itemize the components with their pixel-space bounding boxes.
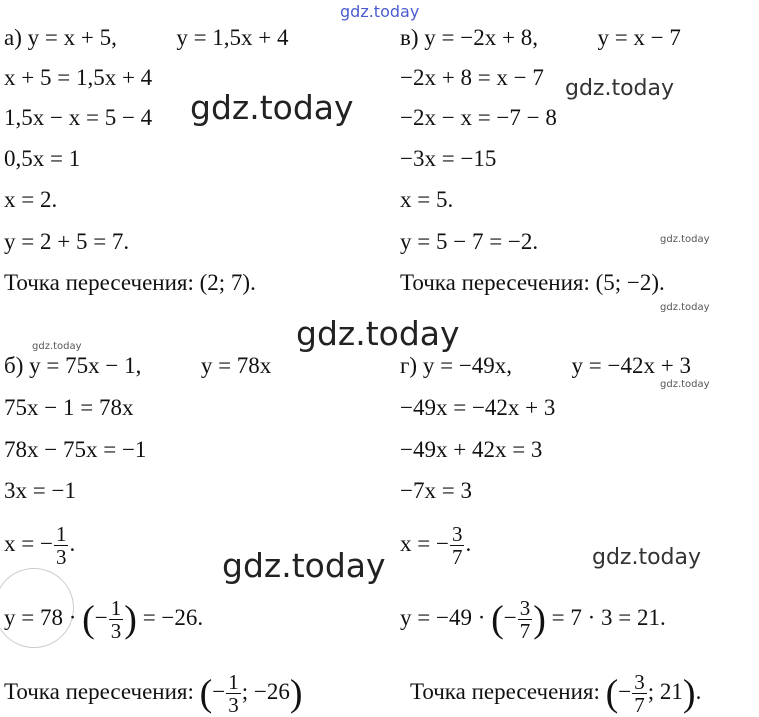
part-g-y-prefix: y = −49 · (400, 604, 486, 630)
part-g-answer: Точка пересечения: (− $\frac{3}{7}$ ; 21). (410, 670, 702, 717)
fraction-denominator: 7 (634, 693, 645, 717)
part-a-line: 1,5x − x = 5 − 4 (4, 105, 153, 130)
fraction-denominator: 3 (228, 693, 239, 717)
watermark-center-1: gdz.today (190, 88, 354, 127)
part-b-y-fraction (109, 597, 124, 642)
part-b-line: 3x = −1 (4, 478, 76, 503)
fraction-denominator: 7 (519, 619, 531, 643)
watermark-small-c: gdz.today (32, 341, 82, 352)
watermark-small-d: gdz.today (660, 379, 710, 390)
part-b-label: б) (4, 353, 24, 378)
part-v-label: в) (400, 25, 419, 50)
part-g-y-sign: − (503, 604, 517, 630)
part-b-answer (4, 671, 303, 716)
part-b-x-line (4, 523, 75, 568)
part-g-answer-second: ; 21 (647, 678, 683, 704)
part-b-answer-sign: − (212, 678, 226, 704)
part-b-y-line (4, 597, 203, 642)
part-v-header (400, 24, 681, 52)
left-paren: ( (605, 672, 619, 715)
watermark-center-3: gdz.today (222, 546, 386, 585)
part-g-line: −7x = 3 (400, 478, 472, 503)
watermark-right-3: gdz.today (592, 545, 702, 570)
part-g-eq1: y = −49x, (422, 353, 513, 378)
part-a-line: 0,5x = 1 (4, 146, 81, 171)
part-g-x-fraction (450, 523, 465, 568)
part-a-line: x = 2. (4, 187, 58, 212)
fraction-numerator: 1 (110, 596, 122, 620)
part-v-line: −3x = −15 (400, 146, 497, 171)
part-v-line: −2x − x = −7 − 8 (400, 105, 557, 130)
part-b-answer-label: Точка пересечения: (4, 678, 194, 704)
left-paren: ( (82, 598, 95, 641)
part-b-answer-fraction (226, 671, 241, 716)
part-v-answer: Точка пересечения: (5; −2). (400, 270, 665, 295)
part-g-y-fraction (518, 597, 533, 642)
part-a-eq2: y = 1,5x + 4 (176, 25, 289, 50)
part-b-x-prefix: x = − (4, 530, 53, 556)
part-v-line: x = 5. (400, 187, 454, 212)
part-g-eq2: y = −42x + 3 (571, 353, 691, 378)
part-g-label: г) (400, 353, 418, 378)
part-v-eq2: y = x − 7 (597, 25, 681, 50)
watermark-small-a: gdz.today (660, 234, 710, 245)
fraction-numerator: 3 (519, 596, 531, 620)
part-g-y-line (400, 597, 666, 642)
part-b-y-prefix: y = 78 · (4, 604, 77, 630)
fraction-denominator: 7 (451, 545, 463, 569)
part-v-eq1: y = −2x + 8, (424, 25, 538, 50)
part-g-y-suffix: = 7 · 3 = 21. (551, 604, 666, 630)
part-g-answer-label: Точка пересечения: (410, 678, 600, 704)
part-a-line: x + 5 = 1,5x + 4 (4, 65, 153, 90)
right-paren: ) (289, 672, 303, 715)
part-v-line: −2x + 8 = x − 7 (400, 65, 544, 90)
part-a-label: а) (4, 25, 22, 50)
part-g-header (400, 352, 691, 380)
part-b-header (4, 352, 271, 380)
part-a-eq1: y = x + 5, (27, 25, 117, 50)
watermark-top: gdz.today (340, 2, 420, 21)
part-b-y-suffix: = −26. (142, 604, 204, 630)
part-v-line: y = 5 − 7 = −2. (400, 229, 539, 254)
fraction-numerator: 3 (451, 522, 463, 546)
part-a-line: y = 2 + 5 = 7. (4, 229, 130, 254)
fraction-denominator: 3 (110, 619, 122, 643)
watermark-center-2: gdz.today (296, 314, 460, 353)
part-b-eq1: y = 75x − 1, (29, 353, 142, 378)
part-g-line: −49x + 42x = 3 (400, 437, 543, 462)
part-g-answer-sign: − (618, 678, 632, 704)
part-a-header (4, 24, 289, 52)
fraction-numerator: 3 (634, 670, 645, 694)
part-a-answer: Точка пересечения: (2; 7). (4, 270, 256, 295)
fraction-numerator: 1 (228, 670, 239, 694)
part-g-x-line (400, 523, 471, 568)
part-b-x-suffix: . (69, 530, 76, 556)
part-b-answer-second: ; −26 (241, 678, 290, 704)
right-paren: ) (682, 672, 696, 715)
part-g-x-prefix: x = − (400, 530, 449, 556)
part-g-answer-fraction (632, 671, 647, 716)
part-b-line: 78x − 75x = −1 (4, 437, 147, 462)
fraction-denominator: 3 (55, 545, 67, 569)
part-b-eq2: y = 78x (200, 353, 272, 378)
right-paren: ) (124, 598, 137, 641)
watermark-right-1: gdz.today (565, 76, 675, 101)
left-paren: ( (199, 672, 213, 715)
part-g-x-suffix: . (465, 530, 472, 556)
part-b-x-fraction (54, 523, 69, 568)
part-b-line: 75x − 1 = 78x (4, 395, 134, 420)
fraction-numerator: 1 (55, 522, 67, 546)
watermark-small-b: gdz.today (660, 302, 710, 313)
part-g-line: −49x = −42x + 3 (400, 395, 556, 420)
right-paren: ) (533, 598, 546, 641)
left-paren: ( (491, 598, 504, 641)
part-b-y-sign: − (94, 604, 108, 630)
